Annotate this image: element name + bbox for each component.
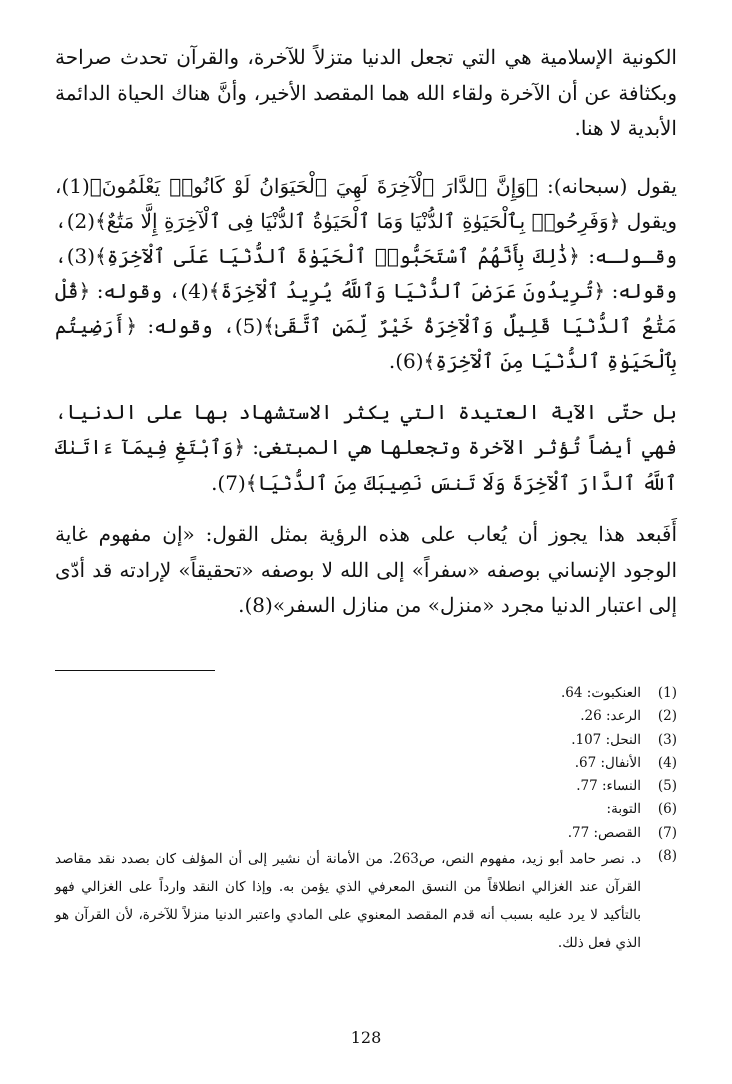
footnote-text: النحل: 107.	[571, 731, 641, 748]
paragraph-1: الكونية الإسلامية هي التي تجعل الدنيا متزلاً للآخرة، والقرآن تحدث صراحة وبكثافة عن أن الآخرة ولقاء الله هما المقصد الأخير، وأنَّ هناك الحياة الدائمة الأبدية لا هنا.	[55, 45, 677, 140]
footnote-text: التوبة:	[606, 801, 641, 818]
footnote-number: (1)	[657, 685, 677, 701]
footnote-number: (6)	[657, 801, 677, 818]
footnote-text: القصص: 77.	[567, 824, 641, 841]
footnote-1	[55, 682, 677, 705]
footnote-number: (8)	[657, 848, 677, 865]
paragraph-3: بل حتّى الآية العتيدة التي يكثر الاستشهاد بها على الدنيا، فهي أيضاً تُؤثر الآخرة وتجعلها هي المبتغى: ﴿وَٱبْتَغِ فِيمَآ ءَاتَىٰكَ ٱللَّهُ ٱلدَّارَ ٱلْآخِرَةَ وَلَا تَنسَ نَصِيبَكَ مِنَ ٱلدُّنْيَا﴾(7).	[55, 399, 677, 495]
page-number: 128	[350, 1028, 382, 1047]
footnote-text: الرعد: 26.	[580, 708, 641, 725]
footnote-8	[55, 845, 677, 957]
footnote-number: (7)	[657, 824, 677, 841]
footnote-3	[55, 729, 677, 752]
footnote-number: (4)	[657, 754, 677, 771]
footnote-number: (2)	[657, 708, 677, 725]
footnote-number: (3)	[657, 731, 677, 748]
footnote-text: النساء: 77.	[576, 778, 641, 795]
footnote-6	[55, 798, 677, 821]
footnotes	[55, 682, 677, 957]
footnote-2	[55, 705, 677, 728]
paragraph-2-quran-verses: يقول (سبحانه): ﴿وَإِنَّ ٱلدَّارَ ٱلْآخِرَةَ لَهِيَ ٱلْحَيَوَانُ لَوْ كَانُوا۟ يَعْلَمُونَ﴾(1)، ويقول ﴿وَفَرِحُوا۟ بِٱلْحَيَوٰةِ ٱلدُّنْيَا وَمَا ٱلْحَيَوٰةُ ٱلدُّنْيَا فِى ٱلْآخِرَةِ إِلَّا مَتَٰعٌ﴾(2)، وقـولـه: ﴿ذَٰلِكَ بِأَنَّهُمُ ٱسْتَحَبُّوا۟ ٱلْحَيَوٰةَ ٱلدُّنْيَا عَلَى ٱلْآخِرَةِ﴾(3)، وقوله: ﴿تُرِيدُونَ عَرَضَ ٱلدُّنْيَا وَٱللَّهُ يُرِيدُ ٱلْآخِرَةَ﴾(4)، وقوله: ﴿قُلْ مَتَٰعُ ٱلدُّنْيَا قَلِيلٌ وَٱلْآخِرَةُ خَيْرٌ لِّمَنِ ٱتَّقَىٰ﴾(5)، وقوله: ﴿أَرَضِيتُم بِٱلْحَيَوٰةِ ٱلدُّنْيَا مِنَ ٱلْآخِرَةِ﴾(6).	[55, 173, 677, 373]
footnote-text: العنكبوت: 64.	[561, 685, 641, 701]
footnote-5	[55, 775, 677, 798]
footnote-divider	[55, 670, 215, 671]
footnote-4	[55, 752, 677, 775]
footnote-7	[55, 822, 677, 845]
footnote-text: د. نصر حامد أبو زيد، مفهوم النص، ص263. من الأمانة أن نشير إلى أن المؤلف كان بصدد نقد مقاصد القرآن عند الغزالي انطلاقاً من النسق المعرفي الذي يؤمن به. وإذا كان النقد وارداً على الغزالي فهو بالتأكيد لا يرد عليه بسبب أنه قدم المقصد المعنوي على المادي واعتبر الدنيا منزلاً للآخرة، لأن القرآن هو الذي فعل ذلك.	[55, 851, 641, 952]
book-page	[55, 40, 677, 1060]
paragraph-4: أَفَبعد هذا يجوز أن يُعاب على هذه الرؤية بمثل القول: «إن مفهوم غاية الوجود الإنساني بوصفه «سفراً» إلى الله لا بوصفه «تحقيقاً» لإرادته قد أدّى إلى اعتبار الدنيا مجرد «منزل» من منازل السفر»(8).	[55, 522, 677, 617]
footnote-text: الأنفال: 67.	[574, 754, 641, 771]
footnote-number: (5)	[657, 778, 677, 795]
